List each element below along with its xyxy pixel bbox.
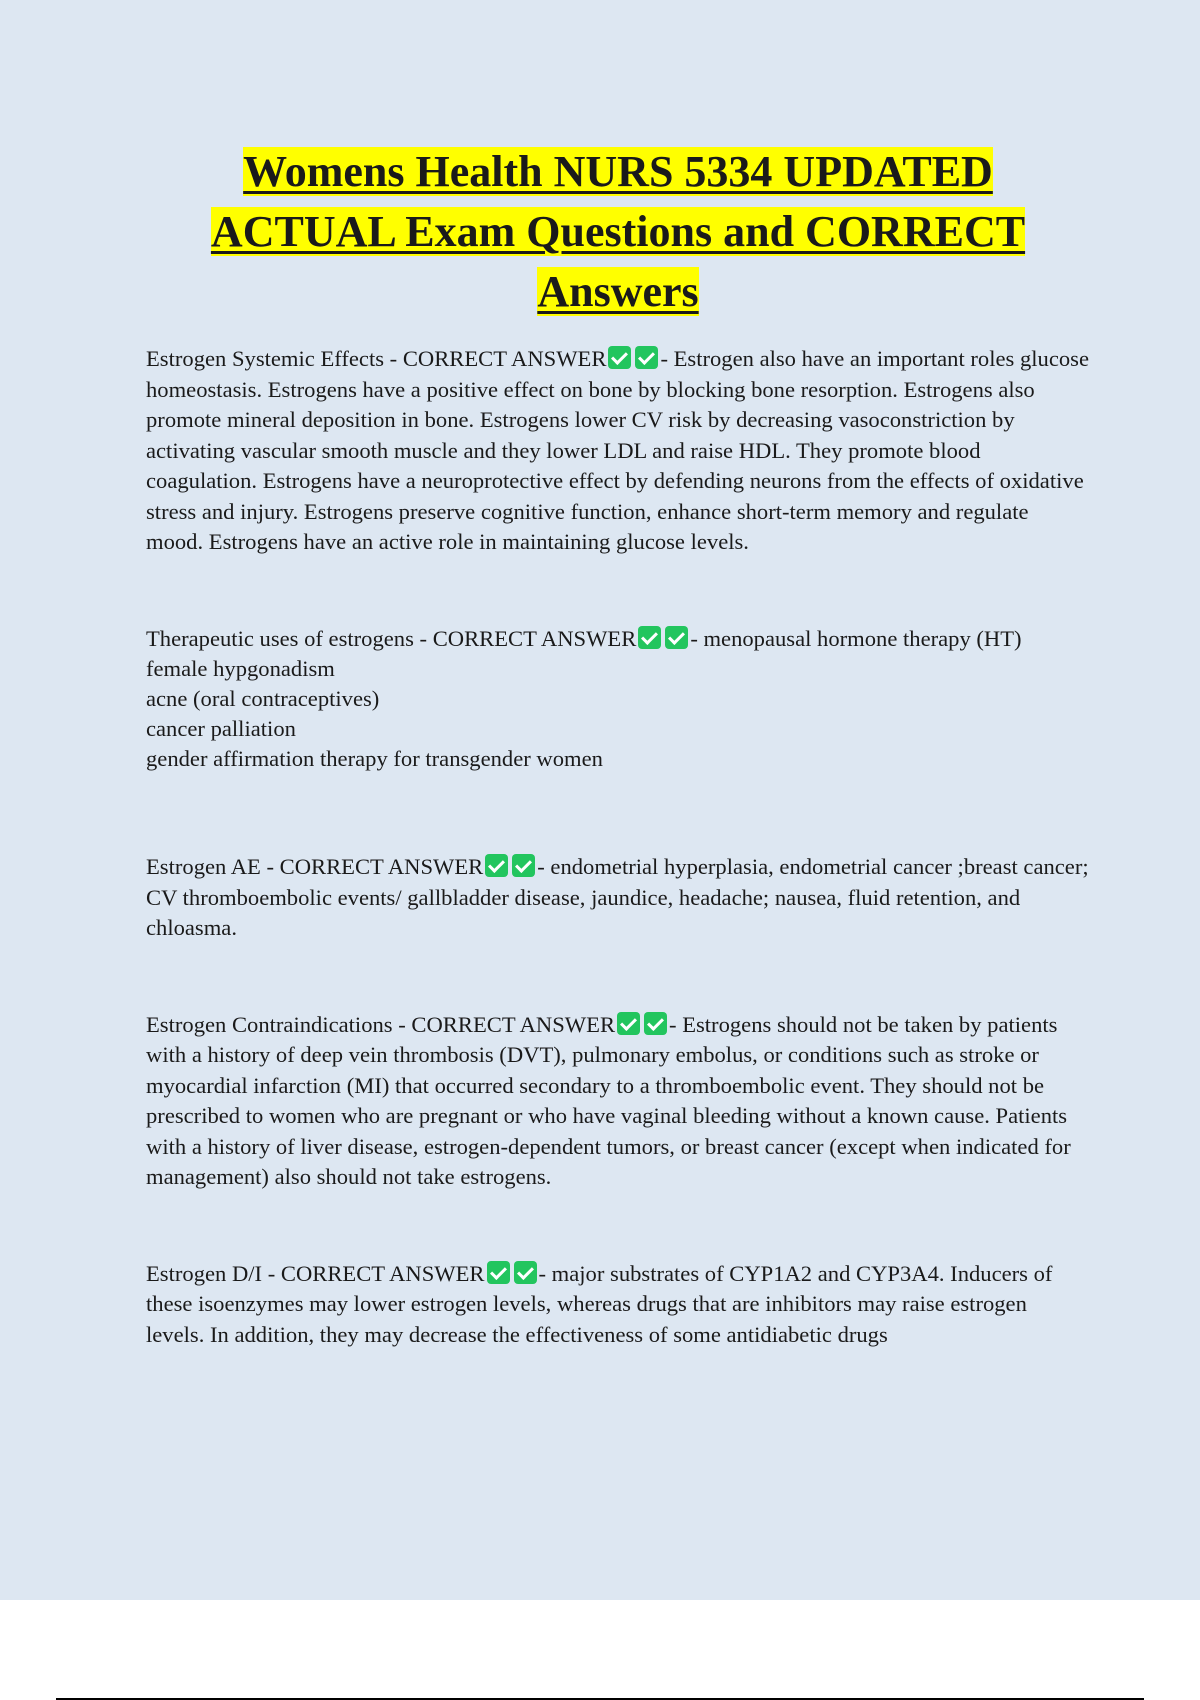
check-mark-icon <box>644 1012 667 1035</box>
spacer <box>146 1193 1090 1259</box>
check-mark-icon <box>617 1012 640 1035</box>
list-item: cancer palliation <box>146 716 296 741</box>
list-item: gender affirmation therapy for transgender women <box>146 746 603 771</box>
qa-paragraph <box>146 1259 1090 1351</box>
qa-term: Estrogen D/I - CORRECT ANSWER <box>146 1260 485 1286</box>
document-title <box>146 142 1090 322</box>
check-mark-icon <box>487 1261 510 1284</box>
qa-entry-drug-interactions <box>146 1259 1090 1351</box>
check-mark-icon <box>514 1261 537 1284</box>
document-content <box>146 142 1090 1350</box>
qa-term: Estrogen Contraindications - CORRECT ANSWER <box>146 1011 616 1037</box>
qa-paragraph <box>146 344 1090 558</box>
spacer <box>146 558 1090 624</box>
qa-term: Therapeutic uses of estrogens - CORRECT ANSWER <box>146 625 637 651</box>
spacer <box>146 944 1090 1010</box>
qa-entry-systemic-effects <box>146 344 1090 558</box>
document-title-text: Womens Health NURS 5334 UPDATED ACTUAL Exam Questions and CORRECT Answers <box>210 147 1026 316</box>
check-mark-icon <box>485 854 508 877</box>
qa-entry-adverse-effects <box>146 852 1090 944</box>
qa-answer: - menopausal hormone therapy (HT) <box>690 625 1022 651</box>
check-mark-icon <box>512 854 535 877</box>
check-mark-icon <box>635 346 658 369</box>
qa-entry-contraindications <box>146 1010 1090 1193</box>
check-mark-icon <box>638 626 661 649</box>
qa-answer: - endometrial hyperplasia, endometrial cancer ;breast cancer; CV thromboembolic events/ gallbladder disease, jaundice, headache; nausea, fluid retention, and chloasma. <box>146 854 1089 940</box>
qa-answer: - Estrogens should not be taken by patients with a history of deep vein thrombosis (DVT), pulmonary embolus, or conditions such as stroke or myocardial infarction (MI) that occurred secondary to a thromboembolic event. They should not be prescribed to women who are pregnant or who have vaginal bleeding without a known cause. Patients with a history of liver disease, estrogen-dependent tumors, or breast cancer (except when indicated for management) also should not take estrogens. <box>146 1011 1071 1189</box>
qa-paragraph <box>146 1010 1090 1193</box>
qa-entry-therapeutic-uses <box>146 624 1090 775</box>
qa-term: Estrogen Systemic Effects - CORRECT ANSWER <box>146 346 607 371</box>
qa-term: Estrogen AE - CORRECT ANSWER <box>146 854 484 879</box>
spacer <box>146 774 1090 852</box>
qa-answer: - Estrogen also have an important roles glucose homeostasis. Estrogens have a positive effect on bone by blocking bone resorption. Estrogens also promote mineral deposition in bone. Estrogens lower CV risk by decreasing vasoconstriction by activating vascular smooth muscle and they lower LDL and raise HDL. They promote blood coagulation. Estrogens have a neuroprotective effect by defending neurons from the effects of oxidative stress and injury. Estrogens preserve cognitive function, enhance short-term memory and regulate mood. Estrogens have an active role in maintaining glucose levels. <box>146 346 1089 554</box>
check-mark-icon <box>665 626 688 649</box>
list-item: female hypgonadism <box>146 656 335 681</box>
qa-paragraph <box>146 852 1090 944</box>
qa-paragraph <box>146 624 1090 655</box>
list-item: acne (oral contraceptives) <box>146 686 380 711</box>
check-mark-icon <box>608 346 631 369</box>
qa-answer: - major substrates of CYP1A2 and CYP3A4. Inducers of these isoenzymes may lower estrogen levels, whereas drugs that are inhibitors may raise estrogen levels. In addition, they may decrease the effectiveness of some antidiabetic drugs <box>146 1260 1053 1347</box>
